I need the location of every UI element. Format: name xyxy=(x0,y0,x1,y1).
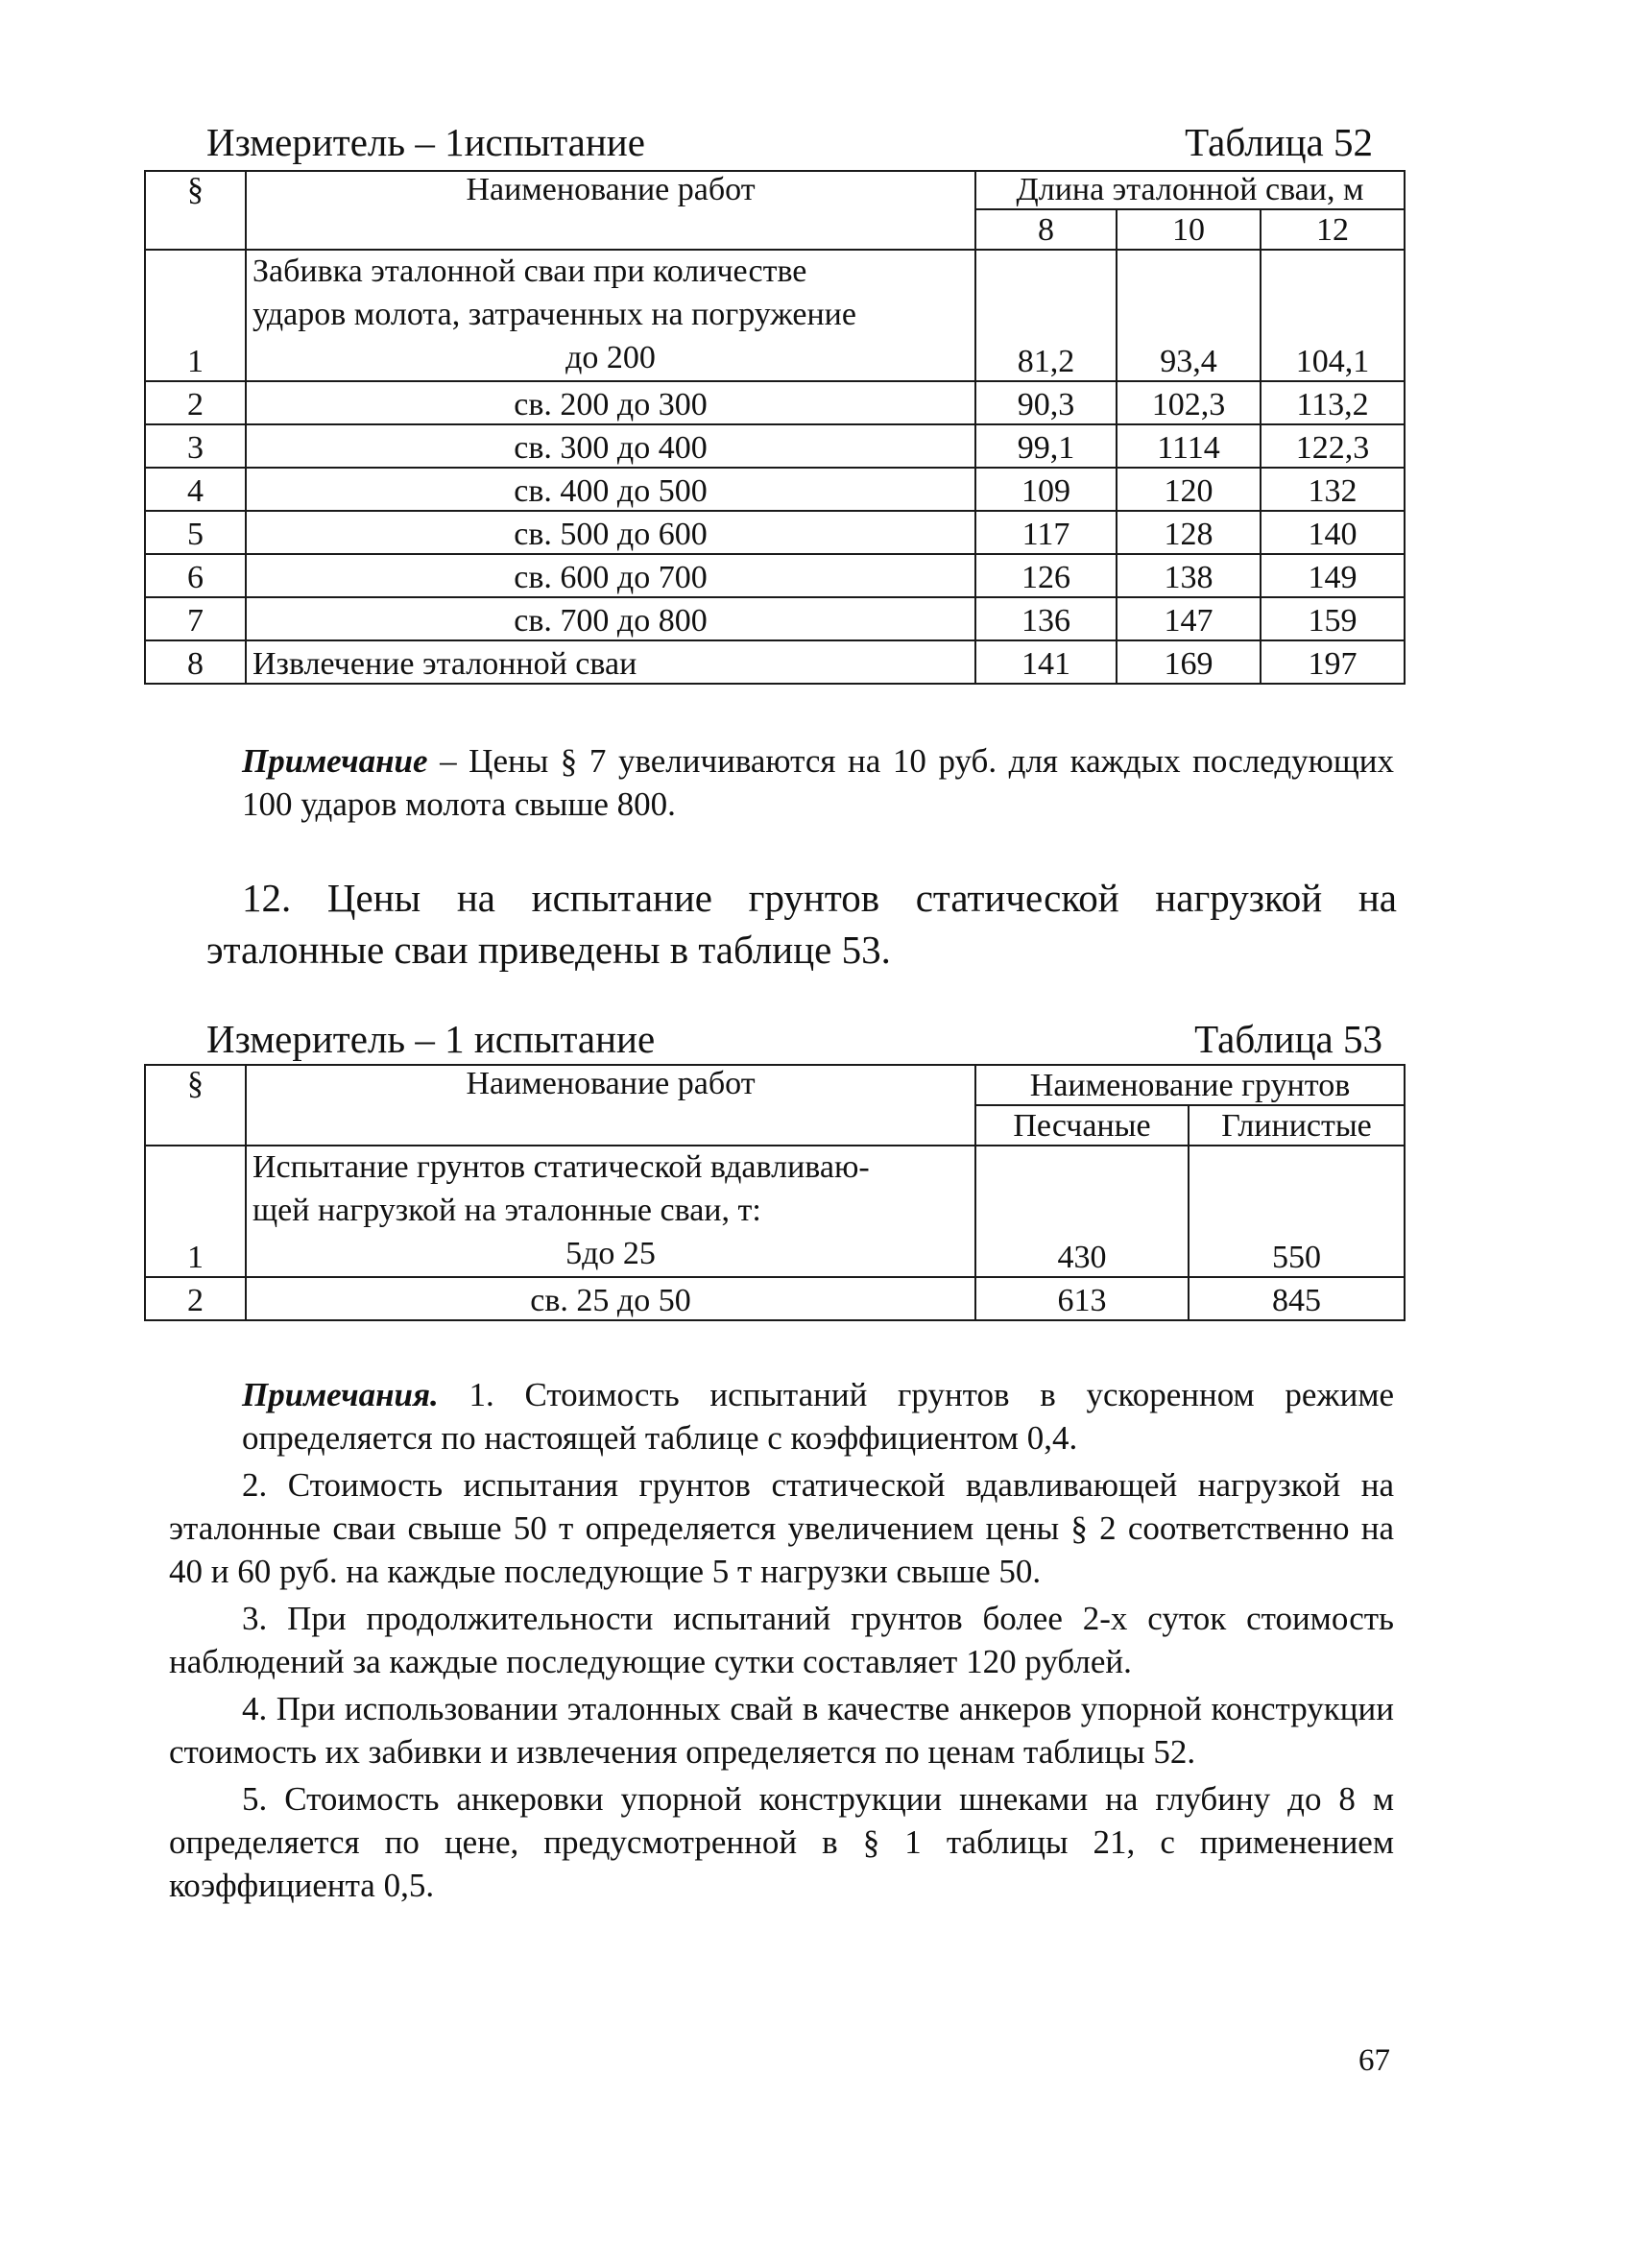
table-row xyxy=(145,250,1405,381)
table52-subheader: 8 xyxy=(975,209,1117,250)
table-cell-value: 104,1 xyxy=(1261,250,1405,381)
table53-notes-lead: Примечания. xyxy=(242,1376,439,1413)
table-cell-value: 132 xyxy=(1261,468,1405,511)
table-cell-section: 3 xyxy=(145,424,246,468)
table-cell-value: 141 xyxy=(975,640,1117,684)
table-cell-value: 122,3 xyxy=(1261,424,1405,468)
table-row xyxy=(145,597,1405,640)
table-cell-value: 128 xyxy=(1117,511,1261,554)
table-cell-value: 113,2 xyxy=(1261,381,1405,424)
table53-note-2: 2. Стоимость испытания грунтов статической вдавливающей нагрузкой на эталонные сваи свыше 50 т определяется увеличением цены § 2 соответственно на 40 и 60 руб. на каждые последующие 5 т нагрузки свыше 50. xyxy=(169,1466,1394,1590)
table-cell-value: 102,3 xyxy=(1117,381,1261,424)
table-cell-name: св. 200 до 300 xyxy=(246,381,975,424)
table52-note-lead: Примечание xyxy=(242,742,428,780)
table-cell-section: 8 xyxy=(145,640,246,684)
table53-subheader: Песчаные xyxy=(975,1105,1189,1146)
table-53 xyxy=(144,1064,1406,1321)
table-cell-section: 6 xyxy=(145,554,246,597)
table52-subheader: 10 xyxy=(1117,209,1261,250)
table-cell-section: 1 xyxy=(145,1146,246,1277)
table-cell-value: 845 xyxy=(1189,1277,1405,1320)
section-12-paragraph: 12. Цены на испытание грунтов статической нагрузкой на эталонные сваи приведены в таблице 53. xyxy=(206,876,1397,972)
table53-header-name: Наименование работ xyxy=(246,1065,975,1146)
table-cell-value: 430 xyxy=(975,1146,1189,1277)
table52-header-name: Наименование работ xyxy=(246,171,975,250)
table53-intro-line: щей нагрузкой на эталонные сваи, т: xyxy=(252,1192,761,1228)
table-row xyxy=(145,424,1405,468)
table52-row-label: до 200 xyxy=(565,339,656,375)
table53-note-3: 3. При продолжительности испытаний грунтов более 2-х суток стоимость наблюдений за каждые последующие сутки составляет 120 рублей. xyxy=(169,1600,1394,1680)
table52-intro-line: Забивка эталонной сваи при количестве xyxy=(252,253,807,289)
table-cell-value: 550 xyxy=(1189,1146,1405,1277)
table52-label: Таблица 52 xyxy=(1185,120,1373,164)
table-cell-value: 136 xyxy=(975,597,1117,640)
table52-header-group: Длина эталонной сваи, м xyxy=(975,171,1405,209)
table53-meter: Измеритель – 1 испытание xyxy=(206,1017,656,1061)
table-52 xyxy=(144,170,1406,685)
table-cell-value: 109 xyxy=(975,468,1117,511)
table-cell-value: 81,2 xyxy=(975,250,1117,381)
table-row xyxy=(145,468,1405,511)
table-cell-name: св. 700 до 800 xyxy=(246,597,975,640)
table-cell-name: св. 300 до 400 xyxy=(246,424,975,468)
table-cell-value: 1114 xyxy=(1117,424,1261,468)
table-cell-name: св. 600 до 700 xyxy=(246,554,975,597)
table-cell-value: 126 xyxy=(975,554,1117,597)
page-number: 67 xyxy=(1358,2043,1390,2078)
table52-header-section: § xyxy=(145,171,246,250)
table-cell-value: 140 xyxy=(1261,511,1405,554)
table52-meter: Измеритель – 1испытание xyxy=(206,120,645,164)
table53-note-5: 5. Стоимость анкеровки упорной конструкции шнеками на глубину до 8 м определяется по цене, предусмотренной в § 1 таблицы 21, с применением коэффициента 0,5. xyxy=(169,1780,1394,1904)
table-cell-value: 149 xyxy=(1261,554,1405,597)
table-cell-name: св. 25 до 50 xyxy=(246,1277,975,1320)
table-cell-section: 4 xyxy=(145,468,246,511)
table53-row-label: 5до 25 xyxy=(565,1235,656,1271)
table-cell-value: 93,4 xyxy=(1117,250,1261,381)
table52-note-text: – Цены § 7 увеличиваются на 10 руб. для каждых последующих 100 ударов молота свыше 800. xyxy=(242,742,1394,823)
table-cell-value: 120 xyxy=(1117,468,1261,511)
table-cell-name: св. 500 до 600 xyxy=(246,511,975,554)
table-cell-value: 147 xyxy=(1117,597,1261,640)
table52-note xyxy=(242,739,1394,826)
table-row xyxy=(145,511,1405,554)
table53-note-1 xyxy=(242,1373,1394,1460)
table-row xyxy=(145,381,1405,424)
table-cell-section: 7 xyxy=(145,597,246,640)
table-row xyxy=(145,1277,1405,1320)
table-cell-name xyxy=(246,250,975,381)
table-cell-value: 613 xyxy=(975,1277,1189,1320)
table-cell-name: св. 400 до 500 xyxy=(246,468,975,511)
table53-note-text: 1. Стоимость испытаний грунтов в ускоренном режиме определяется по настоящей таблице с коэффициентом 0,4. xyxy=(242,1376,1395,1457)
table52-subheader: 12 xyxy=(1261,209,1405,250)
table-cell-value: 90,3 xyxy=(975,381,1117,424)
table-cell-value: 99,1 xyxy=(975,424,1117,468)
table53-header-section: § xyxy=(145,1065,246,1146)
table-cell-section: 1 xyxy=(145,250,246,381)
table53-intro-line: Испытание грунтов статической вдавливаю- xyxy=(252,1149,870,1185)
table-cell-value: 117 xyxy=(975,511,1117,554)
table-cell-value: 169 xyxy=(1117,640,1261,684)
table-row xyxy=(145,1146,1405,1277)
table52-caption xyxy=(206,120,1373,164)
table-cell-value: 197 xyxy=(1261,640,1405,684)
table-cell-value: 138 xyxy=(1117,554,1261,597)
table-cell-name xyxy=(246,1146,975,1277)
table-cell-section: 2 xyxy=(145,381,246,424)
table-row xyxy=(145,554,1405,597)
table-cell-value: 159 xyxy=(1261,597,1405,640)
table-cell-section: 2 xyxy=(145,1277,246,1320)
table52-intro-line: ударов молота, затраченных на погружение xyxy=(252,296,856,332)
table53-note-4: 4. При использовании эталонных свай в качестве анкеров упорной конструкции стоимость их забивки и извлечения определяется по ценам таблицы 52. xyxy=(169,1690,1394,1771)
table53-header-group: Наименование грунтов xyxy=(975,1065,1405,1105)
table53-notes xyxy=(169,1373,1395,1911)
table53-caption xyxy=(206,1017,1382,1061)
table-row xyxy=(145,640,1405,684)
table53-label: Таблица 53 xyxy=(1194,1017,1382,1061)
table-cell-section: 5 xyxy=(145,511,246,554)
table-cell-name: Извлечение эталонной сваи xyxy=(246,640,975,684)
table53-subheader: Глинистые xyxy=(1189,1105,1405,1146)
